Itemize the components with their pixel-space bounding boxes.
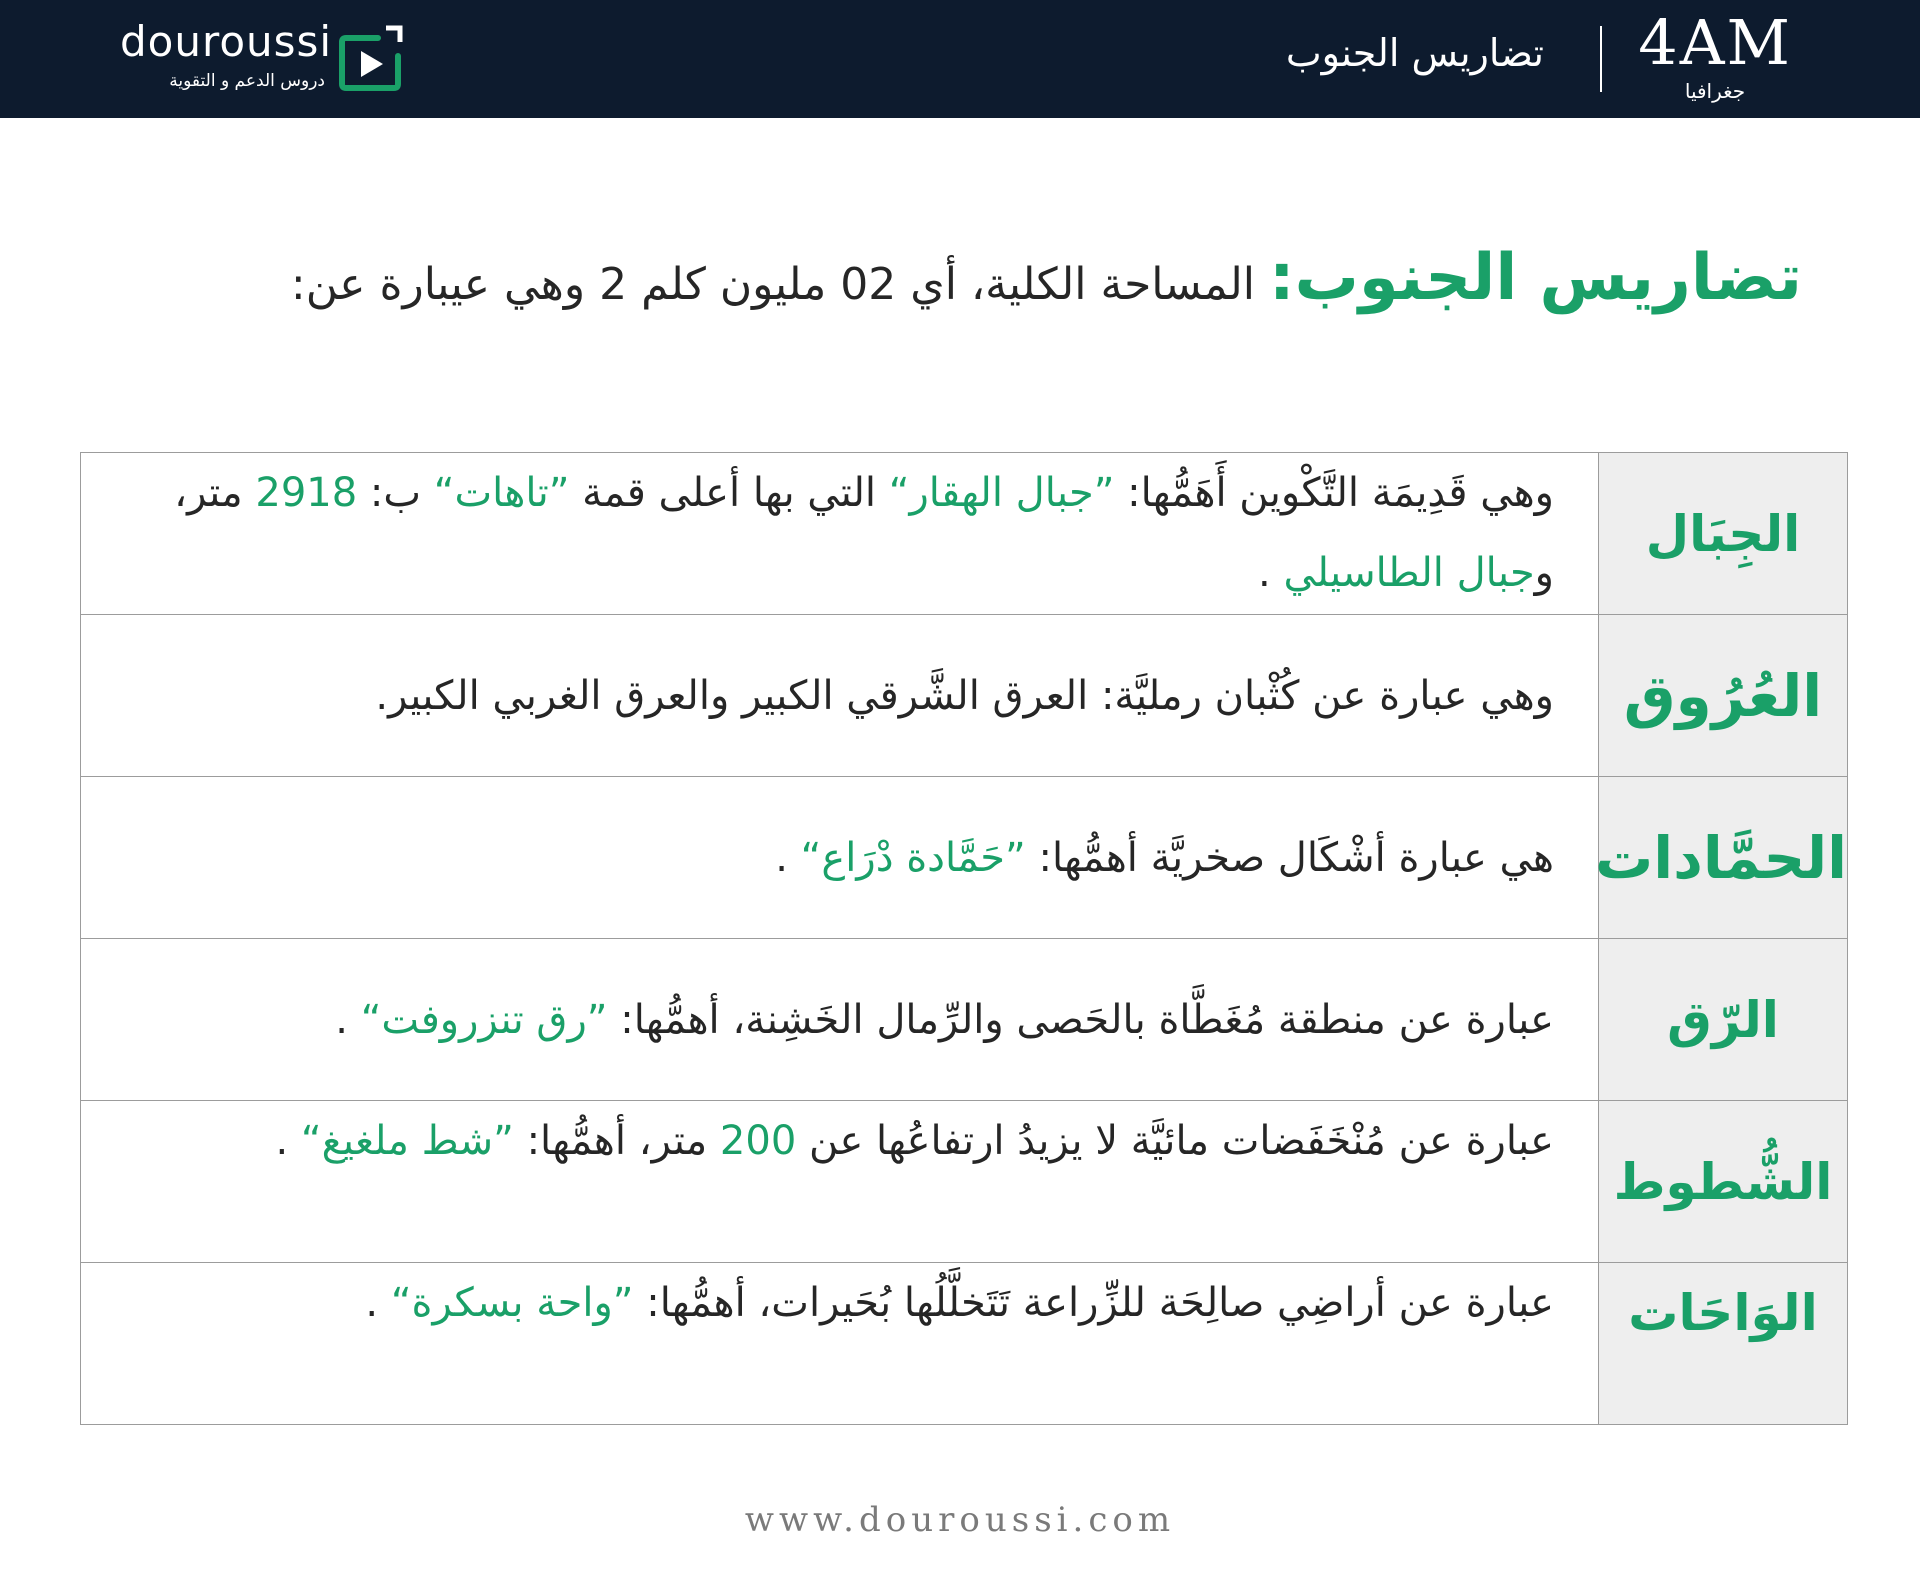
desc-text: . bbox=[1258, 550, 1284, 596]
highlight-term: ”واحة بسكرة“ bbox=[390, 1280, 634, 1326]
term-chotts: الشُّطوط bbox=[1613, 1152, 1833, 1211]
desc-text: . bbox=[335, 996, 361, 1043]
desc-cell bbox=[81, 777, 1599, 939]
desc-text: وهي قَدِيمَة التَّكْوين أَهَمُّها: bbox=[1114, 470, 1554, 516]
highlight-term: ”شط ملغيغ“ bbox=[300, 1118, 514, 1164]
intro-heading bbox=[72, 238, 1802, 334]
highlight-term: ”رق تنزروفت“ bbox=[360, 996, 608, 1043]
desc-text: متر، أهمُّها: bbox=[513, 1118, 720, 1164]
table-row bbox=[81, 939, 1848, 1101]
desc-cell bbox=[81, 453, 1599, 615]
desc-text: هي عبارة أشْكَال صخريَّة أهمُّها: bbox=[1025, 834, 1554, 881]
table-row bbox=[81, 615, 1848, 777]
desc-cell bbox=[81, 1263, 1599, 1425]
desc-text: . bbox=[275, 1118, 301, 1164]
desc-text: عبارة عن مُنْخَفَضات مائيَّة لا يزيدُ ارتفاعُها عن bbox=[796, 1118, 1554, 1164]
desc-cell bbox=[81, 1101, 1599, 1263]
table-row bbox=[81, 1263, 1848, 1425]
table-row bbox=[81, 453, 1848, 615]
desc-cell bbox=[81, 939, 1599, 1101]
term-mountains: الجِبَال bbox=[1645, 504, 1801, 563]
desc-text: عبارة عن أراضِي صالِحَة للزِّراعة تَتَخلَّلُها بُحَيرات، أهمُّها: bbox=[633, 1280, 1554, 1326]
brand-logo[interactable] bbox=[120, 17, 410, 98]
term-cell bbox=[1599, 1263, 1848, 1425]
highlight-term: ”حَمَّادة دْرَاع“ bbox=[800, 834, 1026, 881]
highlight-term: جبال الطاسيلي bbox=[1283, 550, 1535, 596]
highlight-number: 200 bbox=[719, 1118, 797, 1164]
lesson-title: تضاريس الجنوب bbox=[1285, 31, 1544, 75]
terrain-table bbox=[80, 452, 1848, 1425]
term-reg: الرّق bbox=[1667, 990, 1779, 1049]
table-row bbox=[81, 777, 1848, 939]
subject-label: جغرافيا bbox=[1684, 79, 1746, 103]
grade-code: 4AM bbox=[1638, 6, 1792, 79]
desc-cell bbox=[81, 615, 1599, 777]
term-cell bbox=[1599, 615, 1848, 777]
term-cell bbox=[1599, 453, 1848, 615]
desc-text: وهي عبارة عن كُثْبان رمليَّة: العرق الشَّرقي الكبير والعرق الغربي الكبير. bbox=[375, 672, 1554, 719]
term-cell bbox=[1594, 777, 1848, 939]
table-row bbox=[81, 1101, 1848, 1263]
term-ergs: العُرُوق bbox=[1623, 661, 1823, 730]
term-oases: الوَاحَات bbox=[1628, 1284, 1818, 1342]
brand-tagline: دروس الدعم و التقوية bbox=[169, 71, 325, 91]
play-icon bbox=[334, 22, 406, 94]
intro-title: تضاريس الجنوب: bbox=[1269, 241, 1802, 315]
header-bar bbox=[0, 0, 1920, 118]
desc-text: . bbox=[775, 834, 801, 881]
desc-text: التي بها أعلى قمة bbox=[569, 470, 889, 516]
intro-text: المساحة الكلية، أي 02 مليون كلم 2 وهي عيبارة عن: bbox=[290, 259, 1269, 310]
desc-text: متر، و bbox=[174, 470, 1554, 596]
desc-text: . bbox=[365, 1280, 391, 1326]
term-cell bbox=[1599, 1101, 1848, 1263]
website-link[interactable]: www.douroussi.com bbox=[744, 1500, 1176, 1540]
highlight-term: ”تاهات“ bbox=[433, 470, 570, 516]
term-cell bbox=[1599, 939, 1848, 1101]
highlight-term: ”جبال الهقار“ bbox=[888, 470, 1115, 516]
highlight-number: 2918 bbox=[255, 470, 358, 516]
desc-text: ب: bbox=[357, 470, 434, 516]
term-hamadas: الحمَّادات bbox=[1594, 823, 1847, 892]
brand-name: douroussi bbox=[120, 17, 333, 66]
header-divider bbox=[1600, 26, 1602, 92]
desc-text: عبارة عن منطقة مُغَطَّاة بالحَصى والرِّمال الخَشِنة، أهمُّها: bbox=[607, 996, 1554, 1043]
